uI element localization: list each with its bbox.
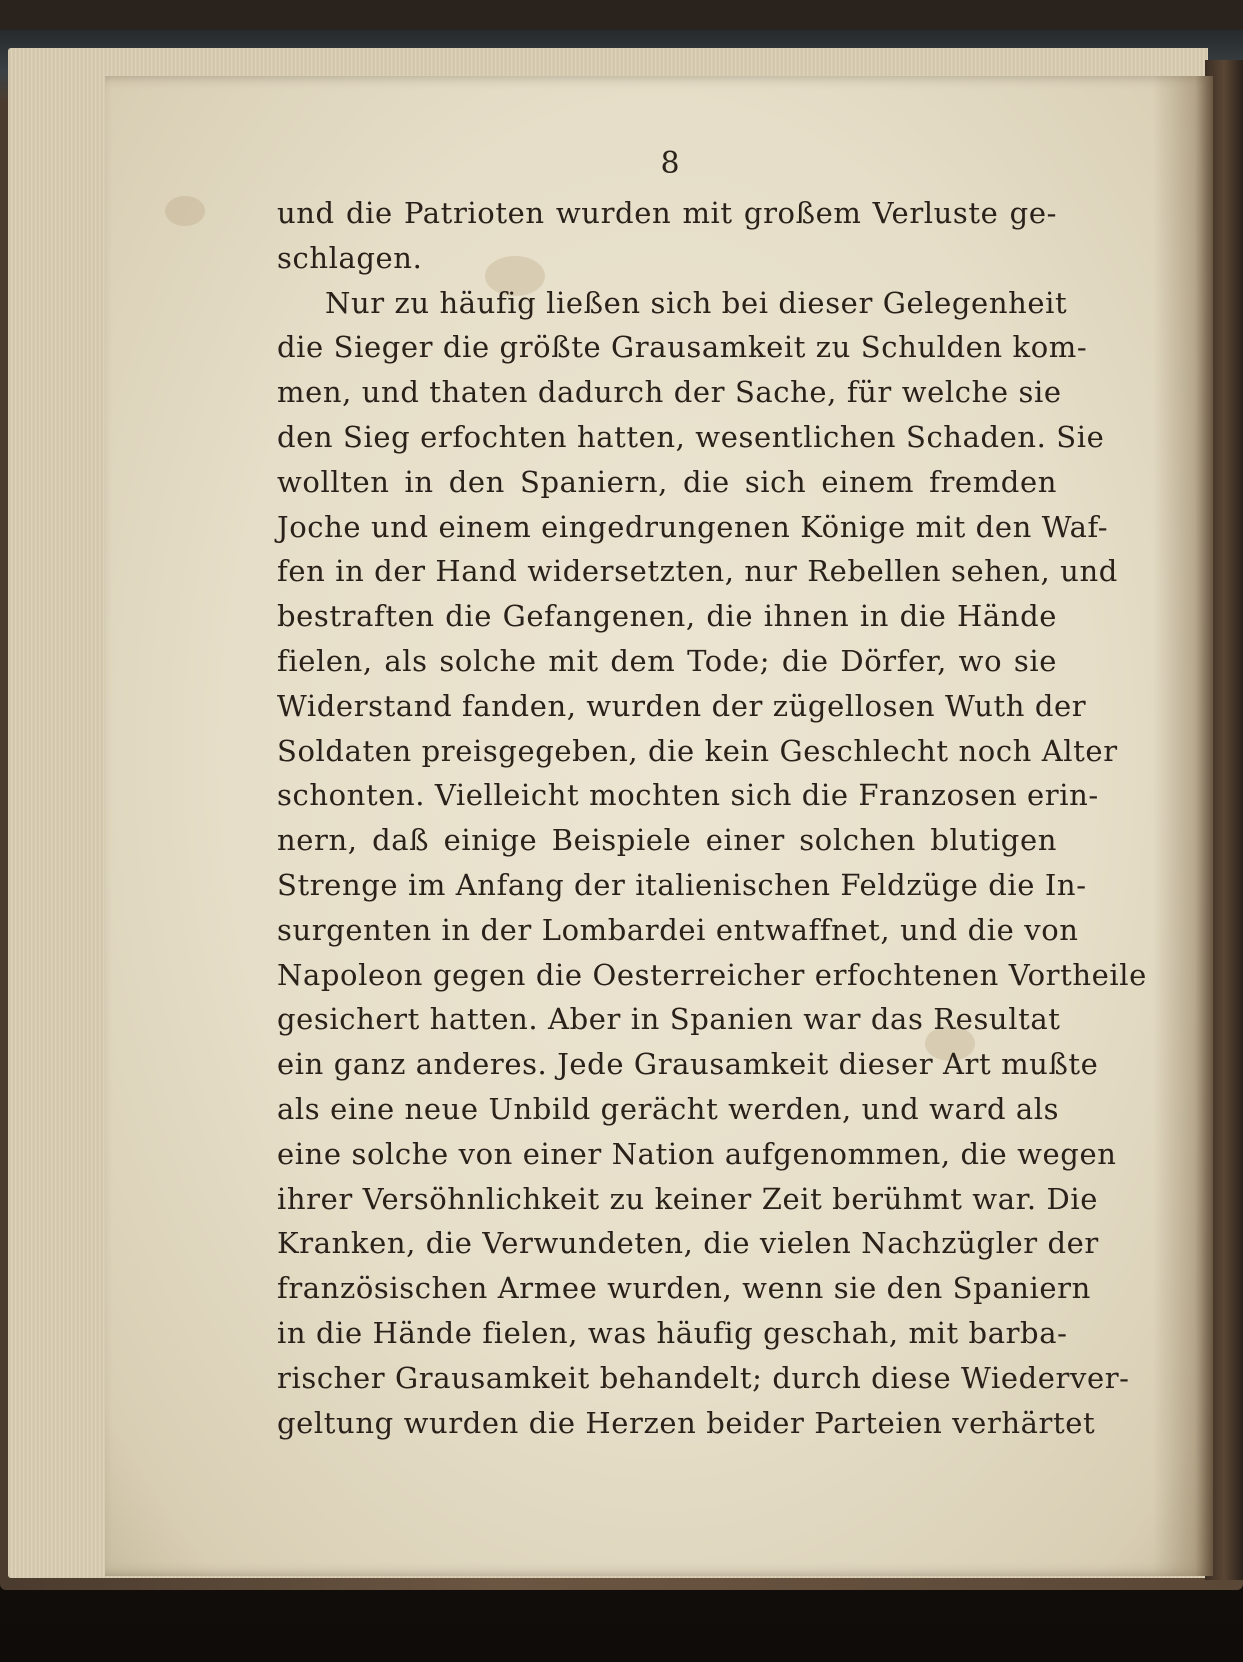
text-line: Kranken, die Verwundeten, die vielen Nachzügler der	[277, 1226, 1099, 1261]
text-line: fen in der Hand widersetzten, nur Rebellen sehen, und	[277, 554, 1118, 589]
text-line: geltung wurden die Herzen beider Parteien verhärtet	[277, 1405, 1096, 1440]
page-number: 8	[660, 146, 680, 181]
text-line: und die Patrioten wurden mit großem Verluste ge-	[277, 196, 1057, 230]
text-line: als eine neue Unbild gerächt werden, und ward als	[277, 1091, 1060, 1126]
text-line: den Sieg erfochten hatten, wesentlichen Schaden. Sie	[277, 419, 1105, 454]
book-page	[105, 76, 1213, 1576]
text-line: in die Hände fielen, was häufig geschah, mit barba-	[277, 1315, 1068, 1350]
text-line: rischer Grausamkeit behandelt; durch diese Wiederver-	[277, 1360, 1130, 1395]
text-line: Soldaten preisgegeben, die kein Geschlecht noch Alter	[277, 733, 1118, 768]
text-line: eine solche von einer Nation aufgenommen, die wegen	[277, 1136, 1117, 1171]
text-line: nern, daß einige Beispiele einer solchen blutigen	[277, 823, 1057, 858]
page-gutter-shadow	[1153, 76, 1213, 1576]
text-line: Nur zu häufig ließen sich bei dieser Gelegenheit	[325, 285, 1068, 320]
text-line: surgenten in der Lombardei entwaffnet, und die von	[277, 912, 1079, 947]
text-line: gesichert hatten. Aber in Spanien war das Resultat	[277, 1002, 1061, 1037]
text-line: men, und thaten dadurch der Sache, für welche sie	[277, 375, 1062, 410]
text-line: wollten in den Spaniern, die sich einem fremden	[277, 464, 1057, 499]
text-line: schlagen.	[277, 240, 423, 275]
body-text	[277, 191, 1147, 1445]
text-line: Joche und einem eingedrungenen Könige mit den Waf-	[277, 509, 1109, 544]
text-line: schonten. Vielleicht mochten sich die Franzosen erin-	[277, 778, 1099, 813]
text-line: fielen, als solche mit dem Tode; die Dörfer, wo sie	[277, 643, 1057, 678]
text-line: Strenge im Anfang der italienischen Feldzüge die In-	[277, 867, 1087, 902]
text-line: die Sieger die größte Grausamkeit zu Schulden kom-	[277, 330, 1088, 365]
text-line: ein ganz anderes. Jede Grausamkeit dieser Art mußte	[277, 1047, 1099, 1082]
text-line: Napoleon gegen die Oesterreicher erfochtenen Vortheile	[277, 957, 1147, 992]
text-line: ihrer Versöhnlichkeit zu keiner Zeit berühmt war. Die	[277, 1181, 1099, 1216]
text-line: französischen Armee wurden, wenn sie den Spaniern	[277, 1271, 1091, 1306]
foxing-stain	[165, 196, 205, 226]
text-line: Widerstand fanden, wurden der zügellosen Wuth der	[277, 688, 1087, 723]
text-line: bestraften die Gefangenen, die ihnen in die Hände	[277, 599, 1057, 634]
